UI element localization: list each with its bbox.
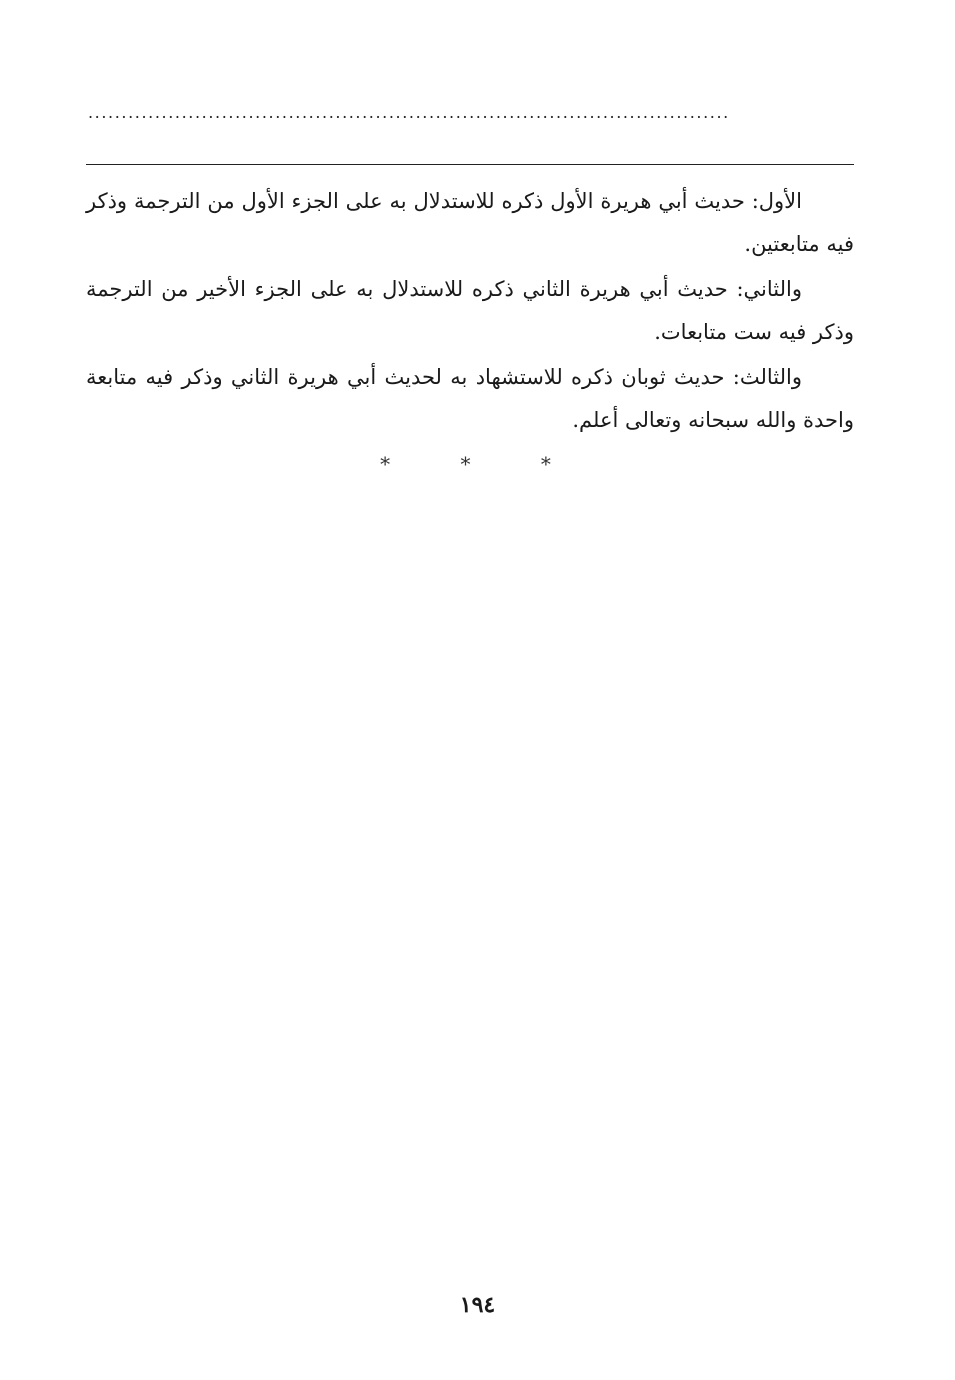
paragraph-third: والثالث: حديث ثوبان ذكره للاستشهاد به لحديث أبي هريرة الثاني وذكر فيه متابعة واحدة والله سبحانه وتعالى أعلم. [86, 365, 854, 432]
body-text [86, 180, 854, 444]
separator-star: * [380, 452, 415, 476]
separator-star: * [460, 452, 495, 476]
dotted-line: ................................................................................................ [88, 106, 730, 120]
paragraph-second: والثاني: حديث أبي هريرة الثاني ذكره للاستدلال به على الجزء الأخير من الترجمة وذكر فيه ست متابعات. [86, 277, 854, 344]
paragraph-first: الأول: حديث أبي هريرة الأول ذكره للاستدلال به على الجزء الأول من الترجمة وذكر فيه متابعتين. [86, 189, 854, 256]
horizontal-rule [86, 164, 854, 165]
page-number: ١٩٤ [459, 1292, 496, 1318]
separator-star: * [540, 452, 575, 476]
section-separator [0, 452, 955, 476]
